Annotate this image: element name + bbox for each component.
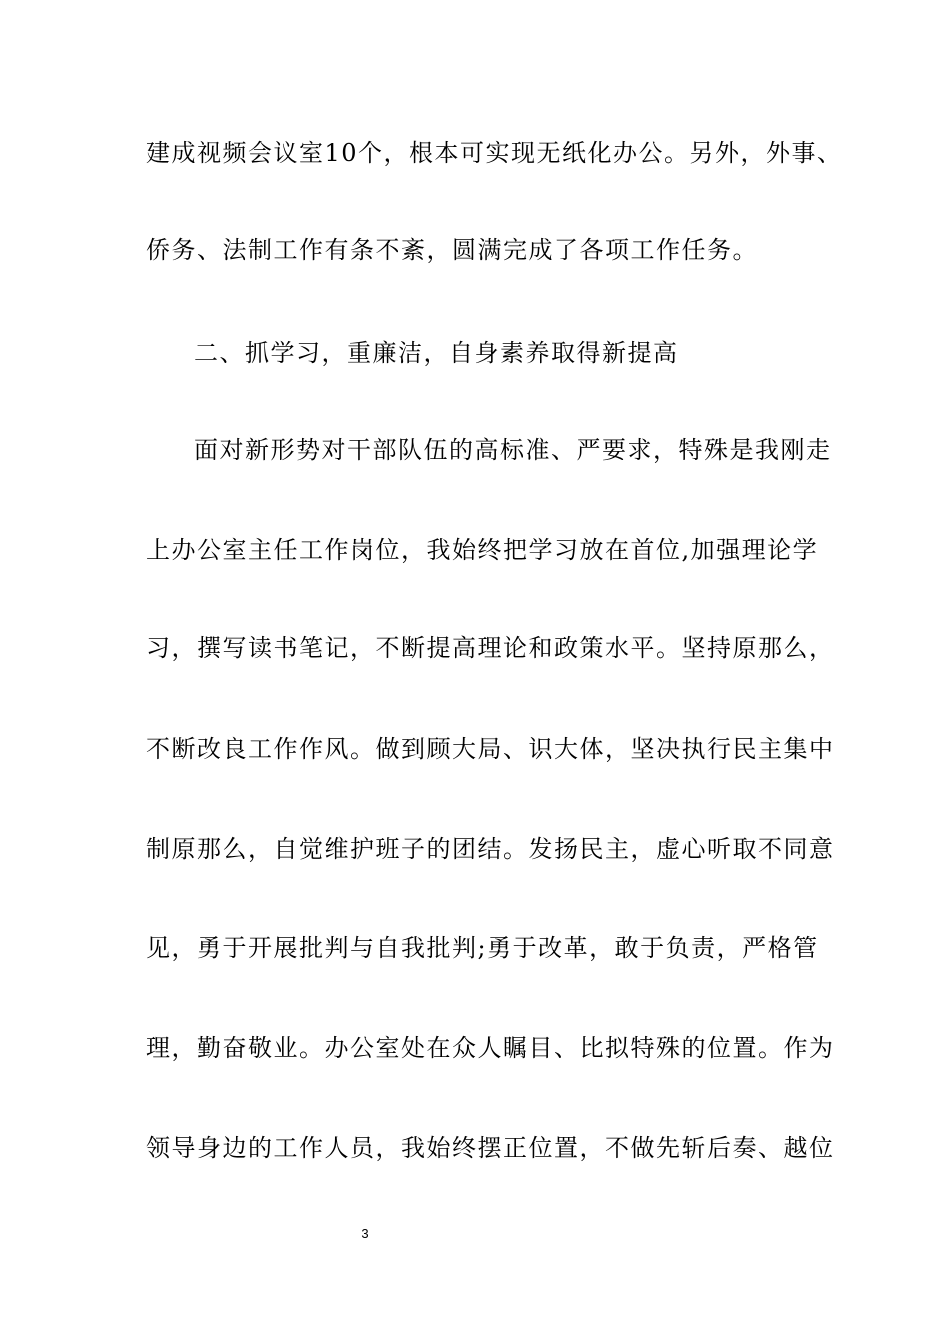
body-text-line: 习，撰写读书笔记，不断提高理论和政策水平。坚持原那么， [146, 634, 835, 662]
page-number: 3 [361, 1226, 369, 1241]
body-text-line: 见，勇于开展批判与自我批判;勇于改革，敢于负责，严格管 [146, 934, 819, 962]
body-text-line: 理，勤奋敬业。办公室处在众人瞩目、比拟特殊的位置。作为 [146, 1034, 835, 1062]
body-text-line: 面对新形势对干部队伍的高标准、严要求，特殊是我刚走 [194, 436, 832, 464]
body-text-line: 建成视频会议室10个，根本可实现无纸化办公。另外，外事、 [146, 139, 843, 167]
body-text-line: 上办公室主任工作岗位，我始终把学习放在首位,加强理论学 [146, 536, 819, 564]
section-heading: 二、抓学习，重廉洁，自身素养取得新提高 [194, 339, 679, 367]
body-text-line: 领导身边的工作人员，我始终摆正位置，不做先斩后奏、越位 [146, 1134, 835, 1162]
body-text-line: 制原那么，自觉维护班子的团结。发扬民主，虚心听取不同意 [146, 835, 835, 863]
body-text-line: 侨务、法制工作有条不紊，圆满完成了各项工作任务。 [146, 236, 758, 264]
body-text-line: 不断改良工作作风。做到顾大局、识大体，坚决执行民主集中 [146, 735, 835, 763]
